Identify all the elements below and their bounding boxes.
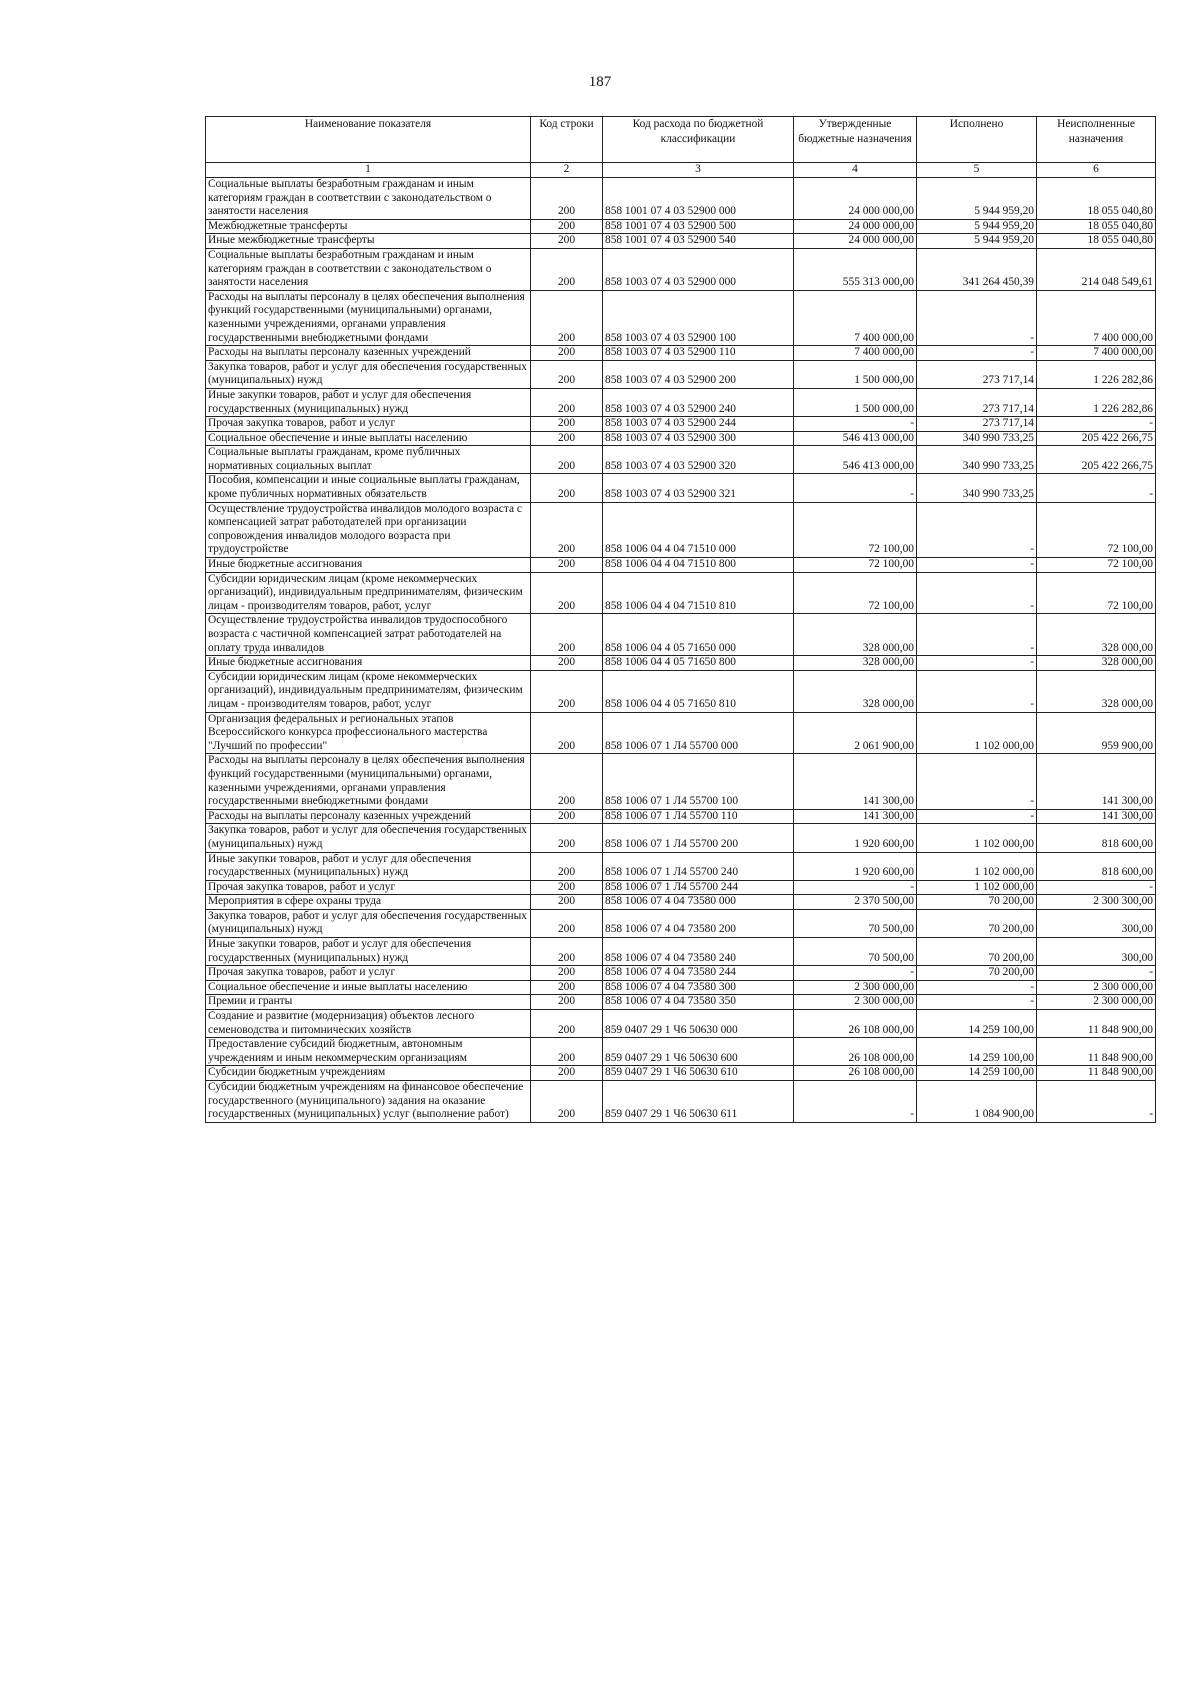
executed-cell: 5 944 959,20 (917, 219, 1037, 234)
approved-cell: 2 300 000,00 (794, 995, 917, 1010)
approved-cell: 328 000,00 (794, 670, 917, 712)
expense-code-cell: 858 1003 07 4 03 52900 200 (603, 360, 794, 388)
header-line-code: Код строки (531, 117, 603, 163)
indicator-name-cell: Предоставление субсидий бюджетным, автономным учреждениям и иным некоммерческим организациям (206, 1038, 531, 1066)
executed-cell: - (917, 614, 1037, 656)
expense-code-cell: 859 0407 29 1 Ч6 50630 000 (603, 1010, 794, 1038)
header-unexecuted: Неисполненные назначения (1037, 117, 1156, 163)
table-row (206, 1081, 1156, 1123)
expense-code-cell: 859 0407 29 1 Ч6 50630 600 (603, 1038, 794, 1066)
approved-cell: 1 920 600,00 (794, 852, 917, 880)
expense-code-cell: 858 1001 07 4 03 52900 000 (603, 178, 794, 220)
unexecuted-cell: 1 226 282,86 (1037, 360, 1156, 388)
expense-code-cell: 858 1006 04 4 04 71510 800 (603, 558, 794, 573)
approved-cell: 2 061 900,00 (794, 712, 917, 754)
indicator-name-cell: Закупка товаров, работ и услуг для обеспечения государственных (муниципальных) нужд (206, 909, 531, 937)
indicator-name-cell: Прочая закупка товаров, работ и услуг (206, 417, 531, 432)
table-row (206, 1038, 1156, 1066)
executed-cell: 1 102 000,00 (917, 824, 1037, 852)
executed-cell: 5 944 959,20 (917, 234, 1037, 249)
unexecuted-cell: 11 848 900,00 (1037, 1038, 1156, 1066)
line-code-cell: 200 (531, 909, 603, 937)
indicator-name-cell: Расходы на выплаты персоналу казенных учреждений (206, 346, 531, 361)
executed-cell: - (917, 502, 1037, 557)
table-row (206, 178, 1156, 220)
indicator-name-cell: Социальное обеспечение и иные выплаты населению (206, 431, 531, 446)
table-row (206, 1010, 1156, 1038)
executed-cell: - (917, 346, 1037, 361)
indicator-name-cell: Прочая закупка товаров, работ и услуг (206, 966, 531, 981)
line-code-cell: 200 (531, 995, 603, 1010)
unexecuted-cell: - (1037, 417, 1156, 432)
approved-cell: 546 413 000,00 (794, 446, 917, 474)
line-code-cell: 200 (531, 712, 603, 754)
unexecuted-cell: 2 300 000,00 (1037, 980, 1156, 995)
unexecuted-cell: 818 600,00 (1037, 852, 1156, 880)
indicator-name-cell: Иные закупки товаров, работ и услуг для обеспечения государственных (муниципальных) нужд (206, 388, 531, 416)
executed-cell: 273 717,14 (917, 360, 1037, 388)
unexecuted-cell: 7 400 000,00 (1037, 290, 1156, 345)
expense-code-cell: 858 1003 07 4 03 52900 110 (603, 346, 794, 361)
executed-cell: 1 102 000,00 (917, 712, 1037, 754)
unexecuted-cell: 141 300,00 (1037, 754, 1156, 809)
line-code-cell: 200 (531, 417, 603, 432)
table-row (206, 219, 1156, 234)
approved-cell: 141 300,00 (794, 754, 917, 809)
unexecuted-cell: 2 300 000,00 (1037, 995, 1156, 1010)
indicator-name-cell: Социальные выплаты безработным гражданам и иным категориям граждан в соответствии с законодательством о занятости населения (206, 248, 531, 290)
executed-cell: - (917, 558, 1037, 573)
unexecuted-cell: - (1037, 474, 1156, 502)
approved-cell: 70 500,00 (794, 938, 917, 966)
table-row (206, 388, 1156, 416)
executed-cell: 14 259 100,00 (917, 1066, 1037, 1081)
unexecuted-cell: 328 000,00 (1037, 656, 1156, 671)
column-number: 2 (531, 163, 603, 178)
expense-code-cell: 858 1006 04 4 05 71650 000 (603, 614, 794, 656)
table-row (206, 234, 1156, 249)
table-row (206, 938, 1156, 966)
indicator-name-cell: Иные бюджетные ассигнования (206, 656, 531, 671)
column-number: 5 (917, 163, 1037, 178)
approved-cell: - (794, 880, 917, 895)
line-code-cell: 200 (531, 558, 603, 573)
expense-code-cell: 858 1003 07 4 03 52900 000 (603, 248, 794, 290)
indicator-name-cell: Социальные выплаты гражданам, кроме публичных нормативных социальных выплат (206, 446, 531, 474)
table-row (206, 572, 1156, 614)
executed-cell: - (917, 670, 1037, 712)
expense-code-cell: 858 1006 07 1 Л4 55700 200 (603, 824, 794, 852)
approved-cell: 24 000 000,00 (794, 234, 917, 249)
executed-cell: 14 259 100,00 (917, 1010, 1037, 1038)
expense-code-cell: 858 1006 07 1 Л4 55700 000 (603, 712, 794, 754)
executed-cell: 70 200,00 (917, 895, 1037, 910)
approved-cell: 7 400 000,00 (794, 290, 917, 345)
line-code-cell: 200 (531, 1081, 603, 1123)
unexecuted-cell: - (1037, 880, 1156, 895)
indicator-name-cell: Субсидии юридическим лицам (кроме некоммерческих организаций), индивидуальным предпринимателям, физическим лицам - производителям товаров, работ, услуг (206, 670, 531, 712)
expense-code-cell: 858 1006 07 1 Л4 55700 240 (603, 852, 794, 880)
line-code-cell: 200 (531, 614, 603, 656)
line-code-cell: 200 (531, 360, 603, 388)
expense-code-cell: 859 0407 29 1 Ч6 50630 610 (603, 1066, 794, 1081)
approved-cell: 328 000,00 (794, 656, 917, 671)
header-expense-code: Код расхода по бюджетной классификации (603, 117, 794, 163)
expense-code-cell: 858 1006 07 4 04 73580 240 (603, 938, 794, 966)
unexecuted-cell: 72 100,00 (1037, 572, 1156, 614)
unexecuted-cell: - (1037, 966, 1156, 981)
table-row (206, 809, 1156, 824)
expense-code-cell: 858 1003 07 4 03 52900 244 (603, 417, 794, 432)
executed-cell: 1 102 000,00 (917, 880, 1037, 895)
table-row (206, 558, 1156, 573)
line-code-cell: 200 (531, 446, 603, 474)
approved-cell: 328 000,00 (794, 614, 917, 656)
unexecuted-cell: 300,00 (1037, 909, 1156, 937)
header-approved: Утвержденные бюджетные назначения (794, 117, 917, 163)
line-code-cell: 200 (531, 572, 603, 614)
executed-cell: - (917, 980, 1037, 995)
approved-cell: 26 108 000,00 (794, 1038, 917, 1066)
executed-cell: - (917, 290, 1037, 345)
expense-code-cell: 858 1003 07 4 03 52900 321 (603, 474, 794, 502)
line-code-cell: 200 (531, 290, 603, 345)
line-code-cell: 200 (531, 388, 603, 416)
column-number: 6 (1037, 163, 1156, 178)
table-row (206, 712, 1156, 754)
indicator-name-cell: Расходы на выплаты персоналу в целях обеспечения выполнения функций государственными (муниципальными) органами, казенными учреждениями, органами управления государственными внебюджетными фондами (206, 290, 531, 345)
indicator-name-cell: Организация федеральных и региональных этапов Всероссийского конкурса профессионального мастерства "Лучший по профессии" (206, 712, 531, 754)
approved-cell: 72 100,00 (794, 502, 917, 557)
header-indicator-name: Наименование показателя (206, 117, 531, 163)
expense-code-cell: 858 1006 07 1 Л4 55700 110 (603, 809, 794, 824)
table-row (206, 290, 1156, 345)
expense-code-cell: 858 1006 07 4 04 73580 000 (603, 895, 794, 910)
table-row (206, 1066, 1156, 1081)
line-code-cell: 200 (531, 824, 603, 852)
indicator-name-cell: Межбюджетные трансферты (206, 219, 531, 234)
table-row (206, 995, 1156, 1010)
indicator-name-cell: Иные закупки товаров, работ и услуг для обеспечения государственных (муниципальных) нужд (206, 852, 531, 880)
indicator-name-cell: Закупка товаров, работ и услуг для обеспечения государственных (муниципальных) нужд (206, 824, 531, 852)
unexecuted-cell: 214 048 549,61 (1037, 248, 1156, 290)
indicator-name-cell: Субсидии юридическим лицам (кроме некоммерческих организаций), индивидуальным предпринимателям, физическим лицам - производителям товаров, работ, услуг (206, 572, 531, 614)
approved-cell: 546 413 000,00 (794, 431, 917, 446)
line-code-cell: 200 (531, 234, 603, 249)
line-code-cell: 200 (531, 754, 603, 809)
executed-cell: 340 990 733,25 (917, 474, 1037, 502)
unexecuted-cell: 2 300 300,00 (1037, 895, 1156, 910)
table-row (206, 346, 1156, 361)
column-number: 1 (206, 163, 531, 178)
table-row (206, 417, 1156, 432)
indicator-name-cell: Социальные выплаты безработным гражданам и иным категориям граждан в соответствии с законодательством о занятости населения (206, 178, 531, 220)
indicator-name-cell: Пособия, компенсации и иные социальные выплаты гражданам, кроме публичных нормативных обязательств (206, 474, 531, 502)
indicator-name-cell: Социальное обеспечение и иные выплаты населению (206, 980, 531, 995)
table-row (206, 980, 1156, 995)
indicator-name-cell: Иные межбюджетные трансферты (206, 234, 531, 249)
line-code-cell: 200 (531, 880, 603, 895)
line-code-cell: 200 (531, 474, 603, 502)
executed-cell: 70 200,00 (917, 966, 1037, 981)
executed-cell: 1 084 900,00 (917, 1081, 1037, 1123)
line-code-cell: 200 (531, 178, 603, 220)
unexecuted-cell: 1 226 282,86 (1037, 388, 1156, 416)
table-row (206, 852, 1156, 880)
executed-cell: 5 944 959,20 (917, 178, 1037, 220)
line-code-cell: 200 (531, 670, 603, 712)
executed-cell: 341 264 450,39 (917, 248, 1037, 290)
expense-code-cell: 858 1003 07 4 03 52900 300 (603, 431, 794, 446)
column-number-row (206, 163, 1156, 178)
line-code-cell: 200 (531, 219, 603, 234)
line-code-cell: 200 (531, 431, 603, 446)
executed-cell: - (917, 754, 1037, 809)
column-number: 3 (603, 163, 794, 178)
approved-cell: 7 400 000,00 (794, 346, 917, 361)
executed-cell: - (917, 995, 1037, 1010)
expense-code-cell: 858 1006 07 1 Л4 55700 100 (603, 754, 794, 809)
unexecuted-cell: 18 055 040,80 (1037, 219, 1156, 234)
approved-cell: 24 000 000,00 (794, 219, 917, 234)
executed-cell: 340 990 733,25 (917, 446, 1037, 474)
expense-code-cell: 858 1003 07 4 03 52900 100 (603, 290, 794, 345)
approved-cell: 2 300 000,00 (794, 980, 917, 995)
approved-cell: 26 108 000,00 (794, 1066, 917, 1081)
unexecuted-cell: 328 000,00 (1037, 670, 1156, 712)
executed-cell: 273 717,14 (917, 417, 1037, 432)
unexecuted-cell: - (1037, 1081, 1156, 1123)
table-row (206, 754, 1156, 809)
approved-cell: 2 370 500,00 (794, 895, 917, 910)
indicator-name-cell: Создание и развитие (модернизация) объектов лесного семеноводства и питомнических хозяйств (206, 1010, 531, 1038)
table-row (206, 248, 1156, 290)
unexecuted-cell: 72 100,00 (1037, 502, 1156, 557)
table-row (206, 824, 1156, 852)
line-code-cell: 200 (531, 852, 603, 880)
line-code-cell: 200 (531, 1010, 603, 1038)
approved-cell: 141 300,00 (794, 809, 917, 824)
expense-code-cell: 858 1006 07 4 04 73580 200 (603, 909, 794, 937)
approved-cell: 1 500 000,00 (794, 360, 917, 388)
indicator-name-cell: Прочая закупка товаров, работ и услуг (206, 880, 531, 895)
table-row (206, 614, 1156, 656)
expense-code-cell: 858 1006 07 4 04 73580 300 (603, 980, 794, 995)
table-row (206, 966, 1156, 981)
expense-code-cell: 858 1001 07 4 03 52900 500 (603, 219, 794, 234)
approved-cell: 1 500 000,00 (794, 388, 917, 416)
indicator-name-cell: Премии и гранты (206, 995, 531, 1010)
indicator-name-cell: Субсидии бюджетным учреждениям на финансовое обеспечение государственного (муниципального) задания на оказание государственных (муниципальных) услуг (выполнение работ) (206, 1081, 531, 1123)
expense-code-cell: 858 1006 04 4 05 71650 800 (603, 656, 794, 671)
expense-code-cell: 858 1006 04 4 05 71650 810 (603, 670, 794, 712)
line-code-cell: 200 (531, 1038, 603, 1066)
line-code-cell: 200 (531, 938, 603, 966)
executed-cell: - (917, 809, 1037, 824)
indicator-name-cell: Иные бюджетные ассигнования (206, 558, 531, 573)
indicator-name-cell: Осуществление трудоустройства инвалидов трудоспособного возраста с частичной компенсацией затрат работодателей на оплату труда инвалидов (206, 614, 531, 656)
executed-cell: - (917, 656, 1037, 671)
approved-cell: - (794, 417, 917, 432)
table-row (206, 670, 1156, 712)
expense-code-cell: 859 0407 29 1 Ч6 50630 611 (603, 1081, 794, 1123)
table-row (206, 446, 1156, 474)
line-code-cell: 200 (531, 502, 603, 557)
table-row (206, 502, 1156, 557)
indicator-name-cell: Расходы на выплаты персоналу в целях обеспечения выполнения функций государственными (муниципальными) органами, казенными учреждениями, органами управления государственными внебюджетными фондами (206, 754, 531, 809)
approved-cell: 26 108 000,00 (794, 1010, 917, 1038)
indicator-name-cell: Субсидии бюджетным учреждениям (206, 1066, 531, 1081)
approved-cell: 555 313 000,00 (794, 248, 917, 290)
unexecuted-cell: 959 900,00 (1037, 712, 1156, 754)
header-executed: Исполнено (917, 117, 1037, 163)
indicator-name-cell: Иные закупки товаров, работ и услуг для обеспечения государственных (муниципальных) нужд (206, 938, 531, 966)
table-body (206, 178, 1156, 1123)
approved-cell: 72 100,00 (794, 572, 917, 614)
indicator-name-cell: Осуществление трудоустройства инвалидов молодого возраста с компенсацией затрат работодателей при организации сопровождения инвалидов молодого возраста при трудоустройстве (206, 502, 531, 557)
unexecuted-cell: 205 422 266,75 (1037, 446, 1156, 474)
indicator-name-cell: Мероприятия в сфере охраны труда (206, 895, 531, 910)
expense-code-cell: 858 1006 07 4 04 73580 350 (603, 995, 794, 1010)
executed-cell: 273 717,14 (917, 388, 1037, 416)
approved-cell: 70 500,00 (794, 909, 917, 937)
line-code-cell: 200 (531, 980, 603, 995)
approved-cell: 1 920 600,00 (794, 824, 917, 852)
unexecuted-cell: 18 055 040,80 (1037, 234, 1156, 249)
executed-cell: 14 259 100,00 (917, 1038, 1037, 1066)
line-code-cell: 200 (531, 656, 603, 671)
unexecuted-cell: 328 000,00 (1037, 614, 1156, 656)
unexecuted-cell: 7 400 000,00 (1037, 346, 1156, 361)
expense-code-cell: 858 1006 04 4 04 71510 810 (603, 572, 794, 614)
line-code-cell: 200 (531, 346, 603, 361)
executed-cell: 340 990 733,25 (917, 431, 1037, 446)
expense-code-cell: 858 1001 07 4 03 52900 540 (603, 234, 794, 249)
expense-code-cell: 858 1006 07 4 04 73580 244 (603, 966, 794, 981)
unexecuted-cell: 300,00 (1037, 938, 1156, 966)
unexecuted-cell: 11 848 900,00 (1037, 1010, 1156, 1038)
line-code-cell: 200 (531, 895, 603, 910)
executed-cell: 1 102 000,00 (917, 852, 1037, 880)
unexecuted-cell: 11 848 900,00 (1037, 1066, 1156, 1081)
table-row (206, 895, 1156, 910)
header-row (206, 117, 1156, 163)
approved-cell: 72 100,00 (794, 558, 917, 573)
expense-code-cell: 858 1006 07 1 Л4 55700 244 (603, 880, 794, 895)
unexecuted-cell: 18 055 040,80 (1037, 178, 1156, 220)
table-row (206, 656, 1156, 671)
approved-cell: - (794, 1081, 917, 1123)
indicator-name-cell: Расходы на выплаты персоналу казенных учреждений (206, 809, 531, 824)
column-number: 4 (794, 163, 917, 178)
line-code-cell: 200 (531, 248, 603, 290)
page-number: 187 (588, 74, 612, 90)
executed-cell: 70 200,00 (917, 938, 1037, 966)
budget-report-table (205, 116, 1156, 1123)
line-code-cell: 200 (531, 1066, 603, 1081)
expense-code-cell: 858 1003 07 4 03 52900 240 (603, 388, 794, 416)
line-code-cell: 200 (531, 966, 603, 981)
table-row (206, 880, 1156, 895)
line-code-cell: 200 (531, 809, 603, 824)
executed-cell: - (917, 572, 1037, 614)
indicator-name-cell: Закупка товаров, работ и услуг для обеспечения государственных (муниципальных) нужд (206, 360, 531, 388)
executed-cell: 70 200,00 (917, 909, 1037, 937)
expense-code-cell: 858 1006 04 4 04 71510 000 (603, 502, 794, 557)
expense-code-cell: 858 1003 07 4 03 52900 320 (603, 446, 794, 474)
table-row (206, 474, 1156, 502)
table-row (206, 360, 1156, 388)
table-row (206, 909, 1156, 937)
approved-cell: - (794, 474, 917, 502)
table-row (206, 431, 1156, 446)
unexecuted-cell: 205 422 266,75 (1037, 431, 1156, 446)
approved-cell: - (794, 966, 917, 981)
unexecuted-cell: 141 300,00 (1037, 809, 1156, 824)
unexecuted-cell: 72 100,00 (1037, 558, 1156, 573)
unexecuted-cell: 818 600,00 (1037, 824, 1156, 852)
approved-cell: 24 000 000,00 (794, 178, 917, 220)
